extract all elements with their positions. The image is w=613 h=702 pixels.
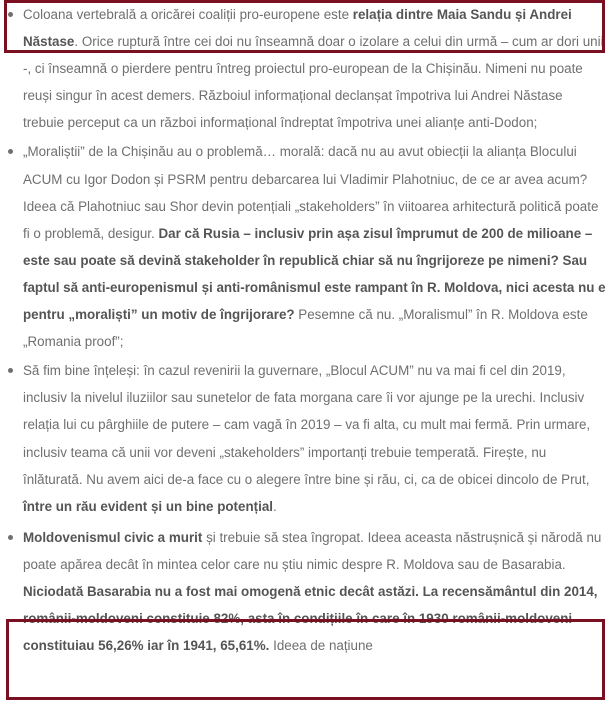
bold-segment: Dar că Rusia – inclusiv prin așa zisul împrumut de 200 de milioane – este sau poate să devină stakeholder în republică chiar să nu îngrijoreze pe nimeni? Sau faptul să anti-europenismul și anti-românismul este rampant în R. Moldova, nici acesta nu e pentru „moraliști” un motiv de îngrijorare? xyxy=(23,225,606,323)
text-segment: și trebuie să stea îngropat. Ideea aceasta năstrușnică și nărodă nu poate apărea decât în mintea celor care nu știu nimic despre R. Moldova sau de Basarabia. xyxy=(23,529,602,572)
text-segment: . xyxy=(272,498,277,514)
text-segment: „Moraliștii” de la Chișinău au o problemă… morală: dacă nu au avut obiecții la alianța Blocului ACUM cu Igor Dodon și PSRM pentru debarcarea lui Vladimir Plahotniuc, de ce ar avea acum? Ideea că Plahotniuc sau Shor devin potențiali „stakeholders” în viitoarea arhitectură politică poate fi o problemă, desigur. xyxy=(23,144,599,241)
bullet-text xyxy=(23,7,604,130)
bold-segment: Niciodată Basarabia nu a fost mai omogenă etnic decât astăzi. La recensământul din 2014, românii-moldoveni constituie 82%, asta în condițiile în care în 1930 românii-moldoveni constituiau 56,26% iar în 1941, 65,61%. xyxy=(23,583,598,654)
bullet-text xyxy=(23,530,601,653)
bold-segment: Moldovenismul civic a murit xyxy=(23,529,203,545)
list-item xyxy=(8,357,606,520)
list-item xyxy=(8,1,606,136)
bullet-text xyxy=(23,144,606,349)
bold-segment: între un rău evident și un bine potențial xyxy=(23,498,273,514)
list-item xyxy=(8,138,606,355)
article-bullet-list xyxy=(8,0,606,659)
bullet-text xyxy=(23,363,590,513)
bold-segment: relația dintre Maia Sandu și Andrei Năstase xyxy=(23,7,572,50)
text-segment: . Orice ruptură între cei doi nu înseamnă doar o izolare a celui din urmă – cum ar dori unii -, ci înseamnă o pierdere pentru întreg proiectul pro-european de la Chișinău. Nimeni nu poate reuși singur în acest demers. Războiul informațional declanșat împotriva lui Andrei Năstase trebuie perceput ca un război informațional îndreptat împotriva unei alianțe anti-Dodon; xyxy=(23,34,604,131)
text-segment: Ideea de națiune xyxy=(269,638,373,654)
list-item xyxy=(8,524,606,659)
text-segment: Să fim bine înțeleși: în cazul revenirii la guvernare, „Blocul ACUM” nu va mai fi cel din 2019, inclusiv la nivelul iluziilor sau sunetelor de fata morgana care îi vor ajunge pe la urechi. Inclusiv relația lui cu pârghiile de putere – cam vagă în 2019 – va fi alta, cu mult mai fermă. Prin urmare, inclusiv teama că unii vor deveni „stakeholders” importanți trebuie temperată. Firește, nu înlăturată. Nu avem aici de-a face cu o alegere între bine și rău, ci, ca de obicei dincolo de Prut, xyxy=(23,363,591,487)
text-segment: Coloana vertebrală a oricărei coaliții pro-europene este xyxy=(23,7,353,22)
text-segment: Pesemne că nu. „Moralismul” în R. Moldova este „Romania proof”; xyxy=(23,307,588,350)
